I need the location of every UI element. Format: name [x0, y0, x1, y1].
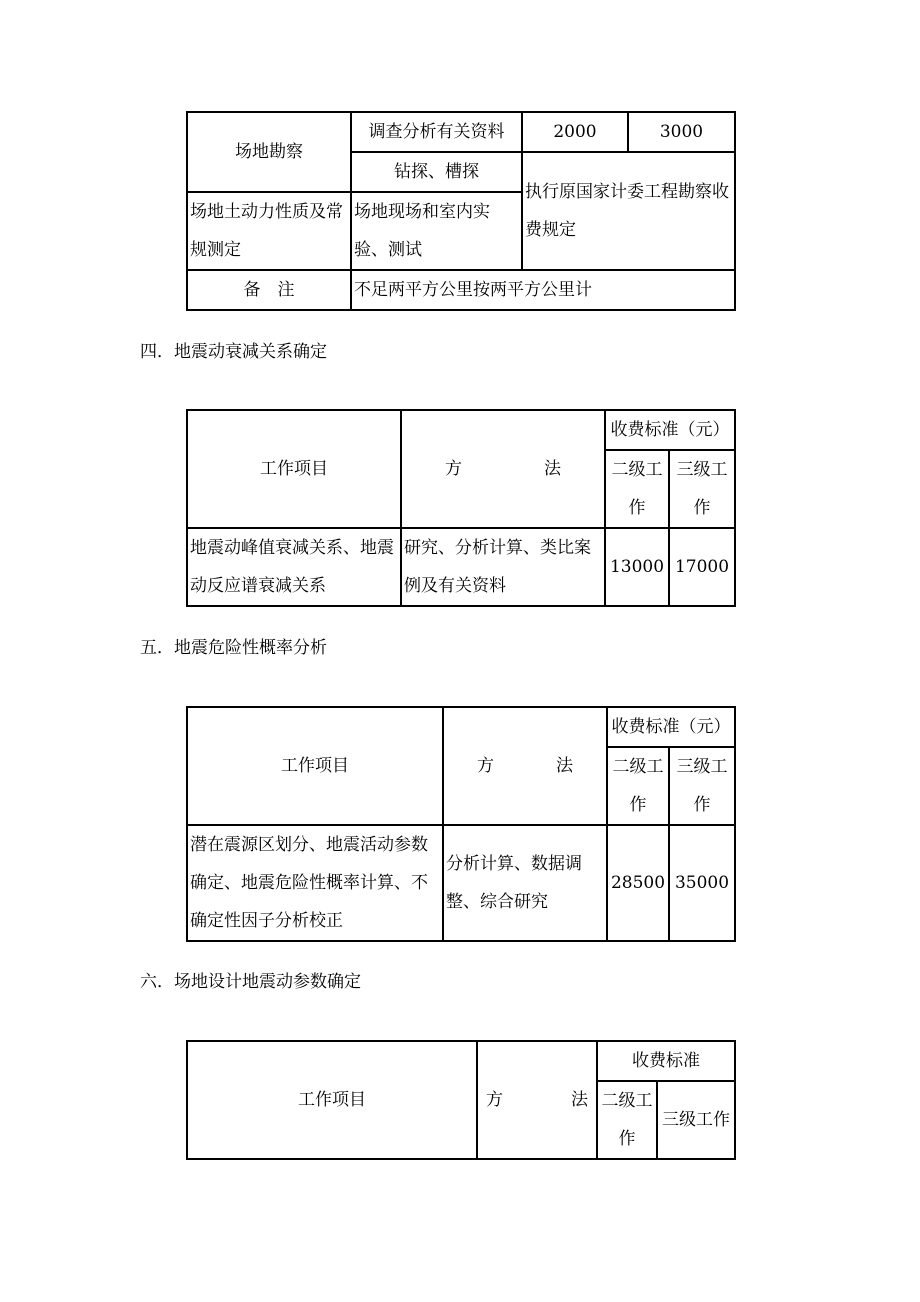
remark-text: 不足两平方公里按两平方公里计: [351, 270, 735, 310]
soil-dynamics-method: 场地现场和室内实验、测试: [351, 192, 522, 270]
shared-fee-note: 执行原国家计委工程勘察收费规定: [522, 152, 735, 270]
survey-method-drilling: 钻探、槽探: [351, 152, 522, 192]
survey-method-analysis: 调查分析有关资料: [351, 112, 522, 152]
method-char-2: 法: [571, 1090, 588, 1110]
row-fee-level3: 35000: [669, 825, 735, 941]
site-survey-table: [186, 111, 736, 311]
col-work-item: 工作项目: [187, 1041, 477, 1159]
row-fee-level2: 13000: [605, 528, 669, 606]
method-char-1: 方: [486, 1090, 503, 1110]
row-work-item: 地震动峰值衰减关系、地震动反应谱衰减关系: [187, 528, 401, 606]
attenuation-table: [186, 409, 736, 607]
col-method: [443, 707, 607, 825]
site-survey-label: 场地勘察: [187, 112, 351, 192]
row-fee-level2: 28500: [607, 825, 669, 941]
row-work-item: 潜在震源区划分、地震活动参数确定、地震危险性概率计算、不确定性因子分析校正: [187, 825, 443, 941]
col-fee-standard: 收费标准（元）: [605, 410, 735, 450]
row-fee-level3: 17000: [669, 528, 735, 606]
method-char-1: 方: [445, 459, 462, 479]
fee-level2: 2000: [522, 112, 628, 152]
col-fee-standard: 收费标准: [597, 1041, 735, 1081]
method-char-1: 方: [477, 756, 494, 776]
soil-dynamics-label: 场地土动力性质及常规测定: [187, 192, 351, 270]
row-method: 研究、分析计算、类比案例及有关资料: [401, 528, 605, 606]
method-char-2: 法: [544, 459, 561, 479]
hazard-analysis-table: [186, 706, 736, 942]
col-level2: 二级工作: [607, 747, 669, 825]
section5-heading: 五．地震危险性概率分析: [140, 638, 327, 658]
col-level2: 二级工作: [597, 1081, 657, 1159]
section6-heading: 六．场地设计地震动参数确定: [140, 972, 361, 992]
method-char-2: 法: [556, 756, 573, 776]
col-level2: 二级工作: [605, 450, 669, 528]
col-method: [401, 410, 605, 528]
col-fee-standard: 收费标准（元）: [607, 707, 735, 747]
col-method: [477, 1041, 597, 1159]
row-method: 分析计算、数据调整、综合研究: [443, 825, 607, 941]
section4-heading: 四．地震动衰减关系确定: [140, 342, 327, 362]
fee-level3: 3000: [628, 112, 735, 152]
col-level3: 三级工作: [669, 450, 735, 528]
col-work-item: 工作项目: [187, 410, 401, 528]
col-work-item: 工作项目: [187, 707, 443, 825]
design-parameters-table: [186, 1040, 736, 1160]
remark-label: 备 注: [187, 270, 351, 310]
col-level3: 三级工作: [669, 747, 735, 825]
col-level3: 三级工作: [657, 1081, 735, 1159]
